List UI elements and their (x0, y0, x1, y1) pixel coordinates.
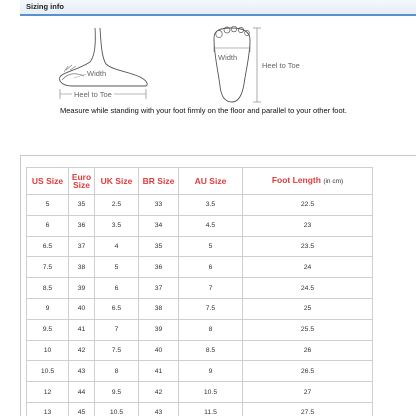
table-header-row (27, 168, 373, 195)
uk-size-cell: 4 (95, 236, 139, 257)
uk-size-cell: 9.5 (95, 382, 139, 403)
foot-top-view-icon (214, 26, 250, 102)
table-row (27, 402, 373, 416)
header-uk-size: UK Size (95, 168, 139, 195)
top-width-label: Width (218, 53, 238, 62)
table-row (27, 340, 373, 361)
us-size-cell: 6 (27, 215, 69, 236)
us-size-cell: 6.5 (27, 236, 69, 257)
br-size-cell: 40 (139, 340, 179, 361)
uk-size-cell: 2.5 (95, 195, 139, 216)
table-row (27, 215, 373, 236)
header-us-size: US Size (27, 168, 69, 195)
au-size-cell: 6 (179, 257, 243, 278)
side-width-label: Width (87, 69, 107, 78)
au-size-cell: 7.5 (179, 298, 243, 319)
foot-length-cell: 24.5 (243, 278, 373, 299)
euro-size-cell: 45 (69, 402, 95, 416)
uk-size-cell: 3.5 (95, 215, 139, 236)
foot-length-cell: 25 (243, 298, 373, 319)
table-row (27, 257, 373, 278)
table-row (27, 382, 373, 403)
us-size-cell: 13 (27, 402, 69, 416)
euro-size-cell: 41 (69, 319, 95, 340)
euro-size-cell: 39 (69, 278, 95, 299)
us-size-cell: 5 (27, 195, 69, 216)
us-size-cell: 9 (27, 298, 69, 319)
au-size-cell: 5 (179, 236, 243, 257)
foot-measurement-diagram (0, 0, 416, 150)
br-size-cell: 33 (139, 195, 179, 216)
uk-size-cell: 5 (95, 257, 139, 278)
header-foot-length: Foot Length (in cm) (243, 168, 373, 195)
us-size-cell: 7.5 (27, 257, 69, 278)
uk-size-cell: 6 (95, 278, 139, 299)
euro-size-cell: 40 (69, 298, 95, 319)
euro-size-cell: 37 (69, 236, 95, 257)
br-size-cell: 34 (139, 215, 179, 236)
table-row (27, 319, 373, 340)
uk-size-cell: 8 (95, 361, 139, 382)
size-chart-table (26, 167, 373, 416)
table-row (27, 298, 373, 319)
header-br-size: BR Size (139, 168, 179, 195)
us-size-cell: 10.5 (27, 361, 69, 382)
page-title: Sizing info (26, 2, 64, 11)
foot-length-cell: 23 (243, 215, 373, 236)
table-row (27, 195, 373, 216)
foot-length-cell: 27.5 (243, 402, 373, 416)
euro-size-cell: 35 (69, 195, 95, 216)
header-euro-size: Euro Size (69, 168, 95, 195)
euro-size-cell: 44 (69, 382, 95, 403)
euro-size-cell: 36 (69, 215, 95, 236)
au-size-cell: 10.5 (179, 382, 243, 403)
uk-size-cell: 7 (95, 319, 139, 340)
br-size-cell: 36 (139, 257, 179, 278)
us-size-cell: 8.5 (27, 278, 69, 299)
foot-length-cell: 22.5 (243, 195, 373, 216)
br-size-cell: 41 (139, 361, 179, 382)
table-row (27, 361, 373, 382)
br-size-cell: 42 (139, 382, 179, 403)
br-size-cell: 38 (139, 298, 179, 319)
euro-size-cell: 42 (69, 340, 95, 361)
euro-size-cell: 43 (69, 361, 95, 382)
foot-length-cell: 27 (243, 382, 373, 403)
uk-size-cell: 6.5 (95, 298, 139, 319)
au-size-cell: 7 (179, 278, 243, 299)
foot-length-cell: 26 (243, 340, 373, 361)
euro-size-cell: 38 (69, 257, 95, 278)
table-row (27, 278, 373, 299)
top-heel-to-toe-label: Heel to Toe (262, 61, 300, 70)
us-size-cell: 9.5 (27, 319, 69, 340)
foot-length-cell: 24 (243, 257, 373, 278)
au-size-cell: 3.5 (179, 195, 243, 216)
us-size-cell: 10 (27, 340, 69, 361)
br-size-cell: 35 (139, 236, 179, 257)
us-size-cell: 12 (27, 382, 69, 403)
au-size-cell: 8.5 (179, 340, 243, 361)
uk-size-cell: 10.5 (95, 402, 139, 416)
br-size-cell: 43 (139, 402, 179, 416)
table-row (27, 236, 373, 257)
header-au-size: AU Size (179, 168, 243, 195)
au-size-cell: 9 (179, 361, 243, 382)
au-size-cell: 8 (179, 319, 243, 340)
foot-length-cell: 26.5 (243, 361, 373, 382)
au-size-cell: 11.5 (179, 402, 243, 416)
foot-length-cell: 25.5 (243, 319, 373, 340)
uk-size-cell: 7.5 (95, 340, 139, 361)
br-size-cell: 39 (139, 319, 179, 340)
br-size-cell: 37 (139, 278, 179, 299)
au-size-cell: 4.5 (179, 215, 243, 236)
measure-instructions: Measure while standing with your foot firmly on the floor and parallel to your other foot. (60, 106, 347, 115)
foot-length-cell: 23.5 (243, 236, 373, 257)
side-heel-to-toe-label: Heel to Toe (74, 90, 112, 99)
